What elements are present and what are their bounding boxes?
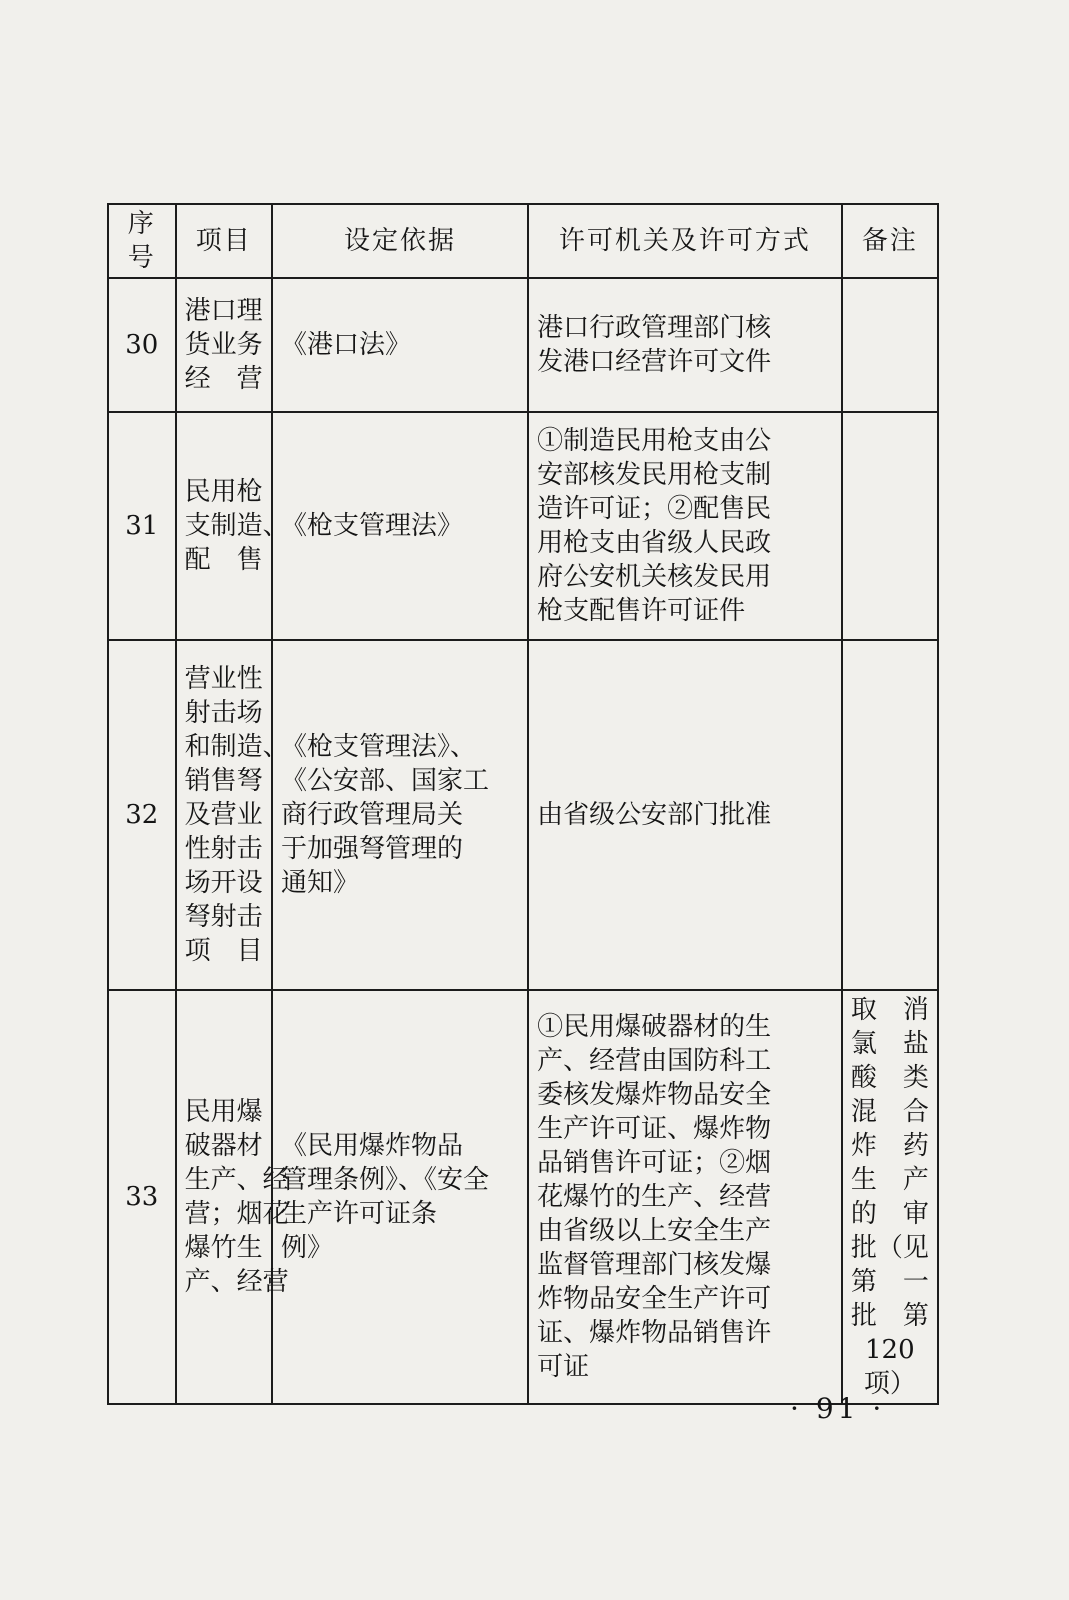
permit-table [107, 203, 939, 1405]
row-remark [842, 640, 938, 990]
item-line: 营业性 [184, 664, 263, 694]
item-line: 弩射击 [184, 902, 263, 932]
header-item: 项目 [176, 204, 272, 278]
row-remark [842, 412, 938, 640]
page-number [790, 1392, 885, 1425]
row-item [176, 640, 289, 990]
row-legal-basis: 《枪支管理法》 [272, 412, 528, 640]
remark-line: 批 第 [850, 1301, 929, 1331]
remark-line: 混 合 [850, 1097, 929, 1127]
item-line: 支制造、 [184, 511, 289, 541]
row-authority-method: ①制造民用枪支由公 安部核发民用枪支制 造许可证；②配售民 用枪支由省级人民政 府公安机关核发民用 枪支配售许可证件 [528, 412, 842, 640]
row-authority-method: ①民用爆破器材的生 产、经营由国防科工 委核发爆炸物品安全 生产许可证、爆炸物 品销售许可证；②烟 花爆竹的生产、经营 由省级以上安全生产 监督管理部门核发爆 炸物品安全生产许可 证、爆炸物品销售许 可证 [528, 990, 842, 1404]
header-basis: 设定依据 [272, 204, 528, 278]
table-row [108, 412, 938, 640]
page-number-dot-right: · [872, 1392, 886, 1425]
remark-line: 的 审 [850, 1199, 929, 1229]
row-number: 32 [108, 640, 176, 990]
item-line: 项 目 [184, 936, 263, 966]
remark-line: 炸 药 [850, 1131, 929, 1161]
row-item [176, 412, 289, 640]
table-row [108, 990, 938, 1404]
row-remark [842, 990, 938, 1404]
item-line: 破器材 [184, 1131, 263, 1161]
item-line: 生产、经 [184, 1165, 289, 1195]
remark-line: 取 消 [850, 995, 929, 1025]
item-line: 民用枪 [184, 477, 263, 507]
item-line: 经 营 [184, 364, 263, 394]
row-item [176, 990, 289, 1404]
row-number: 30 [108, 278, 176, 412]
remark-line: 第 一 [850, 1267, 929, 1297]
item-line: 射击场 [184, 698, 263, 728]
item-line: 营；烟花 [184, 1199, 289, 1229]
row-authority-method: 由省级公安部门批准 [528, 640, 842, 990]
item-line: 和制造、 [184, 732, 289, 762]
row-legal-basis: 《港口法》 [272, 278, 528, 412]
row-number: 31 [108, 412, 176, 640]
row-legal-basis: 《枪支管理法》、 《公安部、国家工 商行政管理局关 于加强弩管理的 通知》 [272, 640, 528, 990]
header-authority-method: 许可机关及许可方式 [528, 204, 842, 278]
item-line: 配 售 [184, 545, 263, 575]
item-line: 场开设 [184, 868, 263, 898]
row-item [176, 278, 272, 412]
row-remark [842, 278, 938, 412]
item-line: 货业务 [184, 330, 263, 360]
item-line: 港口理 [184, 296, 263, 326]
item-line: 及营业 [184, 800, 263, 830]
row-number: 33 [108, 990, 176, 1404]
header-number: 序号 [108, 204, 176, 278]
remark-line: 生 产 [850, 1165, 929, 1195]
remark-line: 批（见 [850, 1233, 929, 1263]
header-row [108, 204, 938, 278]
remark-line: 项） [863, 1369, 916, 1399]
item-line: 性射击 [184, 834, 263, 864]
item-line: 产、经营 [184, 1267, 289, 1297]
row-legal-basis: 《民用爆炸物品 管理条例》、《安全 生产许可证条 例》 [272, 990, 528, 1404]
page-number-value: 91 [815, 1392, 860, 1425]
item-line: 销售弩 [184, 766, 263, 796]
remark-line: 氯 盐 [850, 1029, 929, 1059]
item-line: 民用爆 [184, 1097, 263, 1127]
item-line: 爆竹生 [184, 1233, 263, 1263]
table-row [108, 640, 938, 990]
page-number-dot-left: · [790, 1392, 803, 1425]
remark-line: 120 [865, 1335, 915, 1365]
table-row [108, 278, 938, 412]
header-remark: 备注 [842, 204, 938, 278]
row-authority-method: 港口行政管理部门核 发港口经营许可文件 [528, 278, 842, 412]
remark-line: 酸 类 [850, 1063, 929, 1093]
